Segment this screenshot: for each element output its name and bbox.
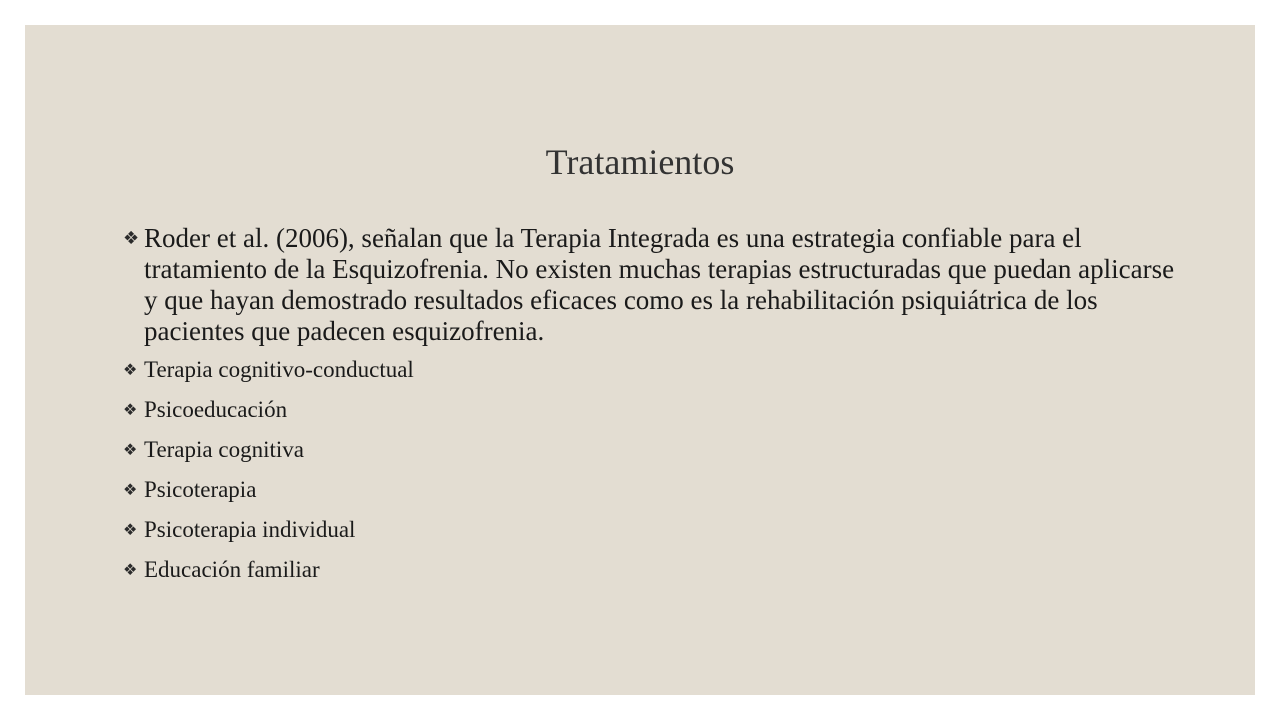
list-item-text: Terapia cognitivo-conductual — [144, 357, 414, 382]
list-item — [120, 436, 1180, 463]
list-item-text: Psicoterapia individual — [144, 517, 356, 542]
list-item — [120, 556, 1180, 583]
four-diamond-bullet-icon: ❖ — [123, 560, 138, 579]
four-diamond-bullet-icon: ❖ — [123, 480, 138, 499]
list-item — [120, 356, 1180, 383]
bullet-intro-text: Roder et al. (2006), señalan que la Terapia Integrada es una estrategia confiable para el tratamiento de la Esquizofrenia. No existen muchas terapias estructuradas que puedan aplicarse y que hayan demostrado resultados eficaces como es la rehabilitación psiquiátrica de los pacientes que padecen esquizofrenia. — [144, 223, 1175, 346]
slide — [25, 25, 1255, 695]
bullet-intro — [120, 223, 1180, 347]
list-item — [120, 476, 1180, 503]
list-item-text: Terapia cognitiva — [144, 437, 304, 462]
four-diamond-bullet-icon: ❖ — [123, 228, 140, 249]
list-item — [120, 396, 1180, 423]
list-item-text: Psicoeducación — [144, 397, 288, 422]
four-diamond-bullet-icon: ❖ — [123, 440, 138, 459]
list-item-text: Educación familiar — [144, 557, 320, 582]
four-diamond-bullet-icon: ❖ — [123, 360, 138, 379]
four-diamond-bullet-icon: ❖ — [123, 520, 138, 539]
slide-title: Tratamientos — [545, 142, 735, 182]
list-item — [120, 516, 1180, 543]
four-diamond-bullet-icon: ❖ — [123, 400, 138, 419]
bullet-list — [120, 223, 1180, 583]
slide-content — [120, 223, 1180, 596]
list-item-text: Psicoterapia — [144, 477, 257, 502]
